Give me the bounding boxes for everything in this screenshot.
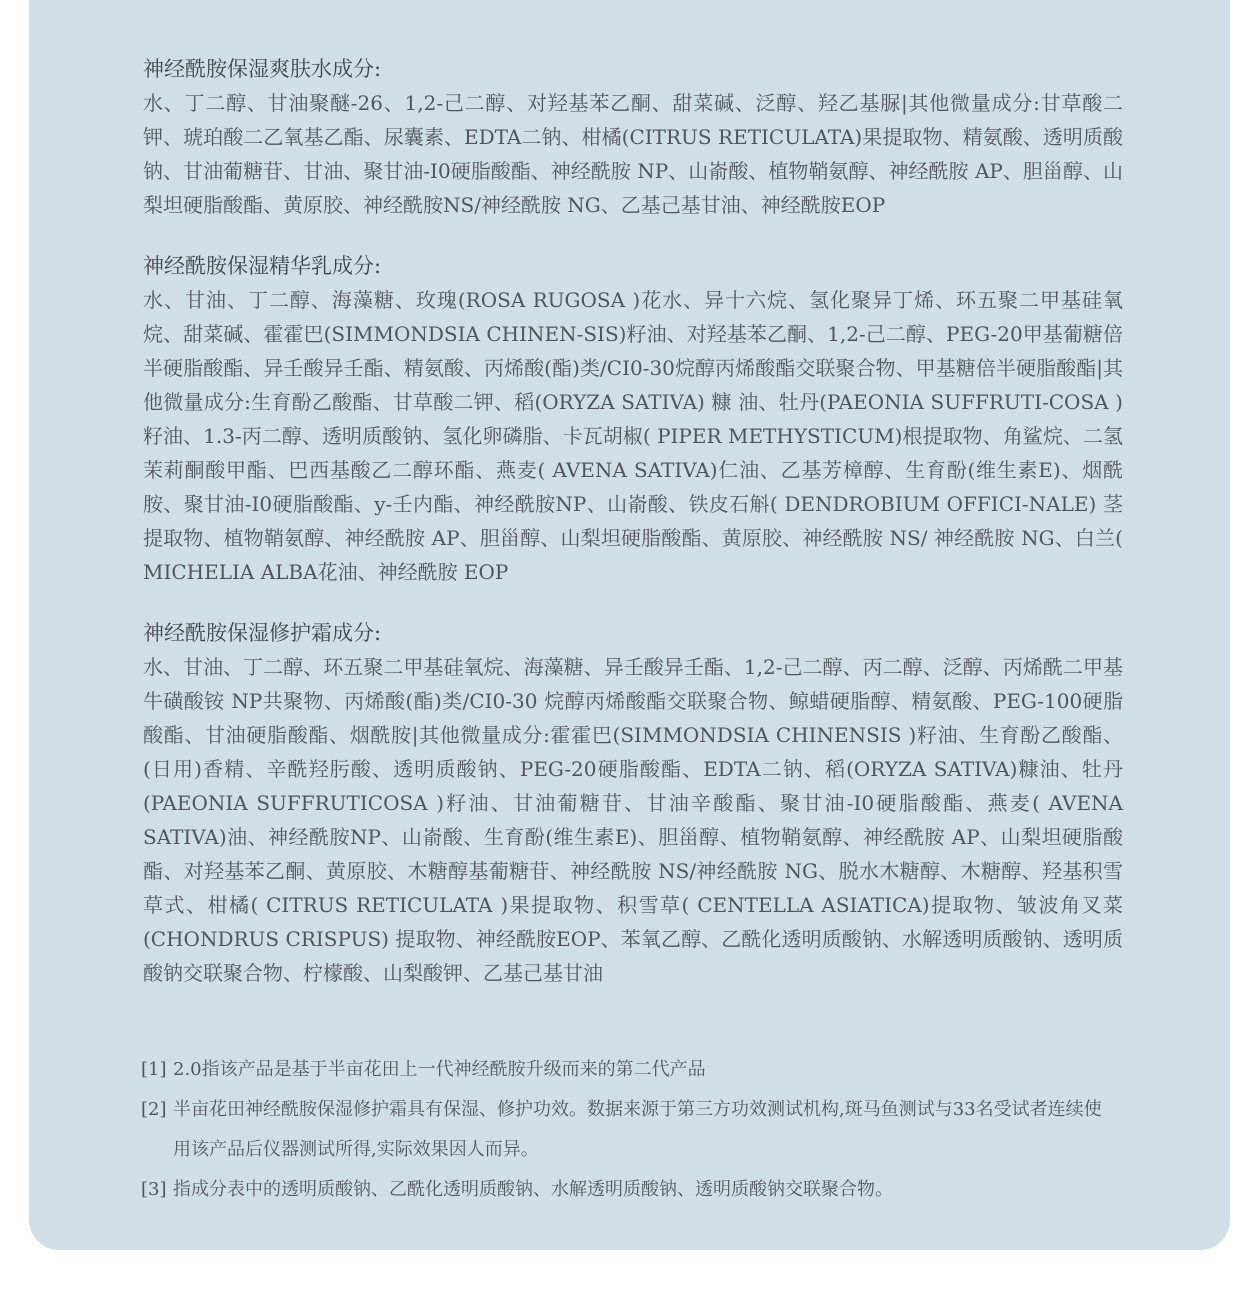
repair-cream-ingredients-title: 神经酰胺保湿修护霜成分: — [143, 621, 382, 645]
repair-cream-ingredients-list: 水、甘油、丁二醇、环五聚二甲基硅氧烷、海藻糖、异壬酸异壬酯、1,2-己二醇、丙二醇、泛醇、丙烯酰二甲基牛磺酸铵 NP共聚物、丙烯酸(酯)类/CI0-30 烷醇丙烯酸酯交联聚合物、鲸蜡硬脂醇、精氨酸、PEG-100硬脂酸酯、甘油硬脂酸酯、烟酰胺|其他微量成分:霍霍巴(SIMMONDSIA CHINENSIS )籽油、生育酚乙酸酯、(日用)香精、辛酰羟肟酸、透明质酸钠、PEG-20硬脂酸酯、EDTA二钠、稻(ORYZA SATIVA)糠油、牡丹(PAEONIA SUFFRUTICOSA )籽油、甘油葡糖苷、甘油辛酸酯、聚甘油-I0硬脂酸酯、燕麦( AVENA SATIVA)油、神经酰胺NP、山嵛酸、生育酚(维生素E)、胆甾醇、植物鞘氨醇、神经酰胺 AP、山梨坦硬脂酸酯、对羟基苯乙酮、黄原胶、木糖醇基葡糖苷、神经酰胺 NS/神经酰胺 NG、脱水木糖醇、木糖醇、羟基积雪草式、柑橘( CITRUS RETICULATA )果提取物、积雪草( CENTELLA ASIATICA)提取物、皱波角叉菜(CHONDRUS CRISPUS) 提取物、神经酰胺EOP、苯氧乙醇、乙酰化透明质酸钠、水解透明质酸钠、透明质酸钠交联聚合物、柠檬酸、山梨酸钾、乙基己基甘油 — [143, 655, 1123, 985]
footnote-number: [1] — [141, 1059, 167, 1080]
toner-ingredients-list: 水、丁二醇、甘油聚醚-26、1,2-己二醇、对羟基苯乙酮、甜菜碱、泛醇、羟乙基脲|其他微量成分:甘草酸二钾、琥珀酸二乙氧基乙酯、尿囊素、EDTA二钠、柑橘(CITRUS RETICULATA)果提取物、精氨酸、透明质酸钠、甘油葡糖苷、甘油、聚甘油-I0硬脂酸酯、神经酰胺 NP、山嵛酸、植物鞘氨醇、神经酰胺 AP、胆甾醇、山梨坦硬脂酸酯、黄原胶、神经酰胺NS/神经酰胺 NG、乙基己基甘油、神经酰胺EOP — [143, 91, 1123, 217]
footnote-text: 半亩花田神经酰胺保湿修护霜具有保湿、修护功效。数据来源于第三方功效测试机构,斑马鱼测试与33名受试者连续使用该产品后仪器测试所得,实际效果因人而异。 — [173, 1099, 1102, 1160]
footnote-text: 指成分表中的透明质酸钠、乙酰化透明质酸钠、水解透明质酸钠、透明质酸钠交联聚合物。 — [173, 1179, 893, 1200]
essence-lotion-ingredients-list: 水、甘油、丁二醇、海藻糖、玫瑰(ROSA RUGOSA )花水、异十六烷、氢化聚异丁烯、环五聚二甲基硅氧烷、甜菜碱、霍霍巴(SIMMONDSIA CHINEN-SIS)籽油、对羟基苯乙酮、1,2-己二醇、PEG-20甲基葡糖倍半硬脂酸酯、异壬酸异壬酯、精氨酸、丙烯酸(酯)类/CI0-30烷醇丙烯酸酯交联聚合物、甲基糖倍半硬脂酸酯|其他微量成分:生育酚乙酸酯、甘草酸二钾、稻(ORYZA SATIVA) 糠 油、牡丹(PAEONIA SUFFRUTI-COSA )籽油、1.3-丙二醇、透明质酸钠、氢化卵磷脂、卡瓦胡椒( PIPER METHYSTICUM)根提取物、角鲨烷、二氢茉莉酮酸甲酯、巴西基酸乙二醇环酯、燕麦( AVENA SATIVA)仁油、乙基芳樟醇、生育酚(维生素E)、烟酰胺、聚甘油-I0硬脂酸酯、y-壬内酯、神经酰胺NP、山嵛酸、铁皮石斛( DENDROBIUM OFFICI-NALE) 茎提取物、植物鞘氨醇、神经酰胺 AP、胆甾醇、山梨坦硬脂酸酯、黄原胶、神经酰胺 NS/ 神经酰胺 NG、白兰( MICHELIA ALBA花油、神经酰胺 EOP — [143, 288, 1123, 584]
footnote-number: [2] — [141, 1099, 167, 1120]
ingredients-content — [143, 52, 1123, 1017]
repair-cream-ingredients-section — [143, 616, 1123, 990]
footnote-2 — [141, 1090, 1116, 1170]
footnote-1 — [141, 1050, 1116, 1090]
essence-lotion-ingredients-title: 神经酰胺保湿精华乳成分: — [143, 254, 382, 278]
footnote-3 — [141, 1170, 1116, 1210]
toner-ingredients-section — [143, 52, 1123, 222]
essence-lotion-ingredients-section — [143, 249, 1123, 589]
toner-ingredients-title: 神经酰胺保湿爽肤水成分: — [143, 57, 382, 81]
footnote-text: 2.0指该产品是基于半亩花田上一代神经酰胺升级而来的第二代产品 — [173, 1059, 706, 1080]
footnote-number: [3] — [141, 1179, 167, 1200]
footnotes — [141, 1050, 1116, 1210]
